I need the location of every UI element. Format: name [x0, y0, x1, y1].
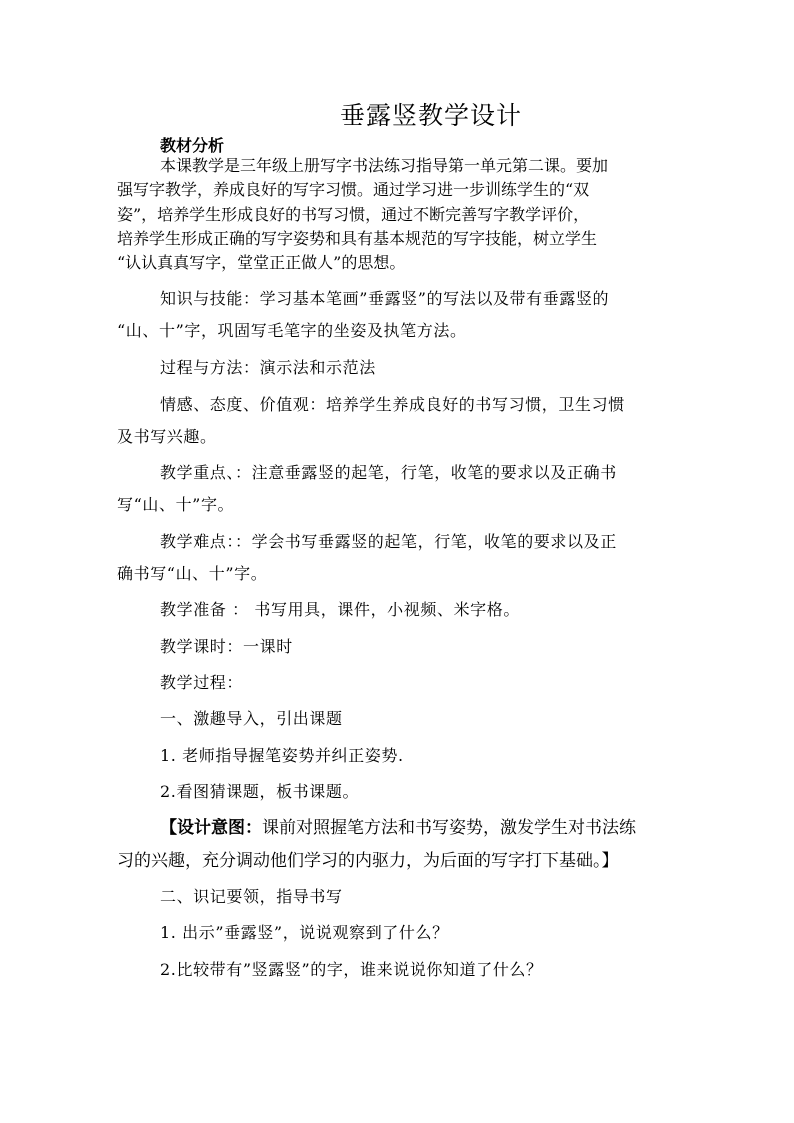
preparation-line: 教学准备 ： 书写用具，课件，小视频、米字格。 [160, 600, 520, 619]
intro-line-3: 姿”，培养学生形成良好的书写习惯，通过不断完善写字教学评价， [117, 205, 590, 224]
page-title: 垂露竖教学设计 [340, 101, 523, 130]
design-intent-label: 【设计意图： [160, 818, 262, 838]
intro-line-1: 本课教学是三年级上册写字书法练习指导第一单元第二课。要加 [160, 156, 609, 175]
section-heading: 教材分析 [160, 136, 225, 155]
process-heading: 教学过程： [160, 673, 244, 692]
step1-item-1: 1. 老师指导握笔姿势并纠正姿势. [160, 746, 404, 765]
knowledge-line-1: 知识与技能：学习基本笔画”垂露竖”的写法以及带有垂露竖的 [160, 289, 610, 308]
knowledge-line-2: “山、十”字，巩固写毛笔字的坐姿及执笔方法。 [117, 321, 467, 340]
step2-item-1: 1. 出示”垂露竖”，说说观察到了什么？ [160, 923, 449, 942]
step1-heading: 一、激趣导入，引出课题 [160, 709, 343, 728]
design-intent-text-1: 课前对照握笔方法和书写姿势，激发学生对书法练 [262, 818, 636, 838]
intro-line-4: 培养学生形成正确的写字姿势和具有基本规范的写字技能，树立学生 [117, 229, 598, 248]
intro-line-2: 强写字教学，养成良好的写字习惯。通过学习进一步训练学生的“双 [117, 180, 590, 199]
emotion-line-2: 及书写兴趣。 [117, 427, 217, 446]
step2-item-2: 2.比较带有”竖露竖”的字，谁来说说你知道了什么？ [160, 960, 543, 979]
key-points-line-2: 写“山、十”字。 [117, 495, 235, 514]
process-method-line: 过程与方法：演示法和示范法 [160, 358, 376, 377]
intro-line-5: “认认真真写字，堂堂正正做人”的思想。 [117, 253, 406, 272]
difficulties-line-1: 教学难点：：学会书写垂露竖的起笔，行笔，收笔的要求以及正 [160, 532, 617, 551]
step2-heading: 二、识记要领，指导书写 [160, 887, 343, 906]
class-hours-line: 教学课时：一课时 [160, 637, 293, 656]
emotion-line-1: 情感、态度、价值观：培养学生养成良好的书写习惯，卫生习惯 [160, 395, 625, 414]
difficulties-line-2: 确书写“山、十”字。 [117, 564, 268, 583]
design-intent-line-2: 习的兴趣，充分调动他们学习的内驱力，为后面的写字打下基础。】 [117, 851, 619, 871]
step1-item-2: 2.看图猜课题，板书课题。 [160, 782, 360, 801]
design-intent-line-1 [160, 817, 636, 839]
key-points-line-1: 教学重点、：注意垂露竖的起笔，行笔，收笔的要求以及正确书 [160, 463, 617, 482]
